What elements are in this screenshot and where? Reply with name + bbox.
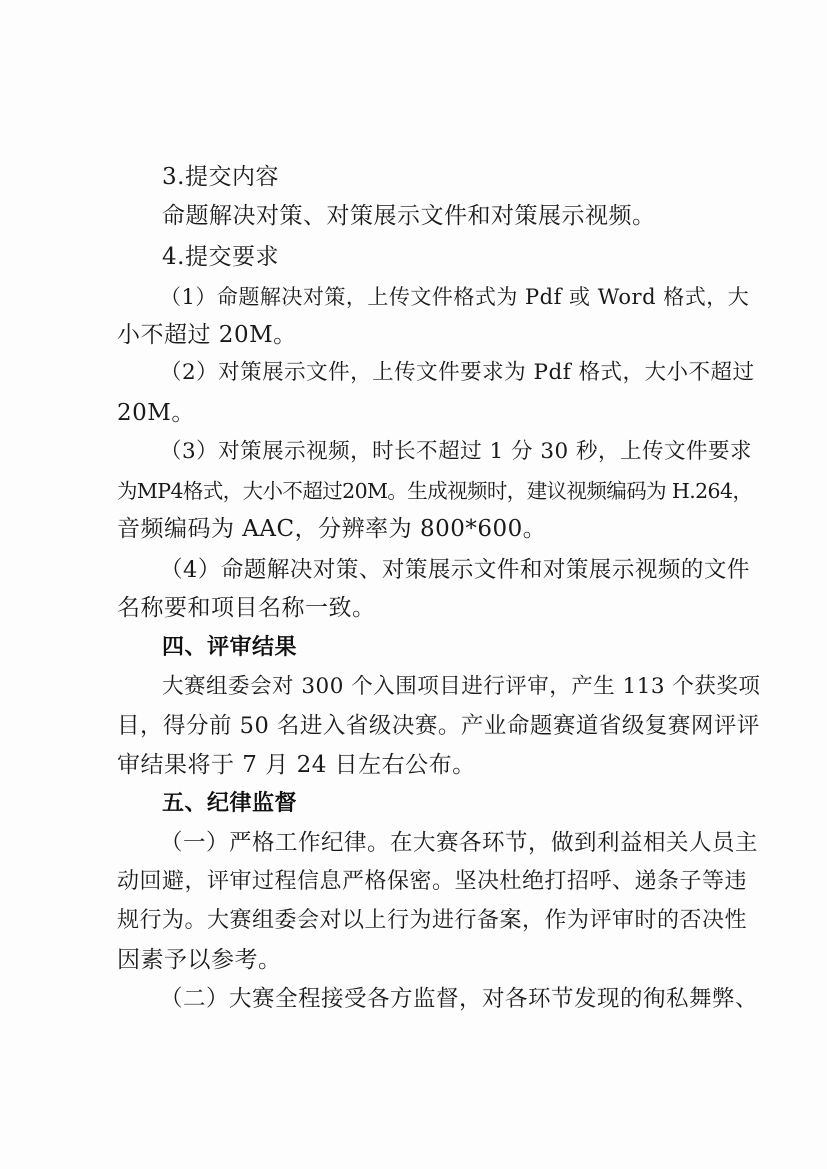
paragraph-line: 大赛组委会对 300 个入围项目进行评审，产生 113 个获奖项 (162, 674, 761, 699)
section-heading-5: 五、纪律监督 (162, 791, 298, 816)
paragraph-line: 20M。 (117, 400, 195, 426)
paragraph-line: 命题解决对策、对策展示文件和对策展示视频。 (162, 203, 656, 229)
paragraph-line: （1）命题解决对策，上传文件格式为 Pdf 或 Word 格式，大 (160, 285, 750, 309)
paragraph-line: 规行为。大赛组委会对以上行为进行备案，作为评审时的否决性 (117, 908, 748, 933)
paragraph-line: （一）严格工作纪律。在大赛各环节，做到利益相关人员主 (160, 830, 759, 856)
paragraph-line: 小不超过 20M。 (117, 322, 297, 348)
paragraph-line: 目，得分前 50 名进入省级决赛。产业命题赛道省级复赛网评评 (117, 713, 760, 739)
paragraph-line: 动回避，评审过程信息严格保密。坚决杜绝打招呼、递条子等违 (117, 869, 748, 894)
paragraph-line: （二）大赛全程接受各方监督，对各环节发现的徇私舞弊、 (160, 986, 759, 1012)
paragraph-line: 因素予以参考。 (117, 947, 282, 973)
section-item-3: 3.提交内容 (162, 164, 279, 190)
paragraph-line: 为MP4格式，大小不超过20M。生成视频时，建议视频编码为 H.264， (117, 479, 753, 503)
paragraph-line: （2）对策展示文件，上传文件要求为 Pdf 格式，大小不超过 (160, 360, 755, 385)
paragraph-line: 审结果将于 7 月 24 日左右公布。 (117, 752, 476, 778)
section-item-4: 4.提交要求 (162, 244, 279, 270)
section-heading-4: 四、评审结果 (162, 635, 298, 660)
paragraph-line: （3）对策展示视频，时长不超过 1 分 30 秒，上传文件要求 (160, 439, 753, 464)
paragraph-line: 音频编码为 AAC，分辨率为 800*600。 (117, 516, 547, 542)
paragraph-line: （4）命题解决对策、对策展示文件和对策展示视频的文件 (160, 557, 750, 583)
paragraph-line: 名称要和项目名称一致。 (117, 595, 376, 621)
